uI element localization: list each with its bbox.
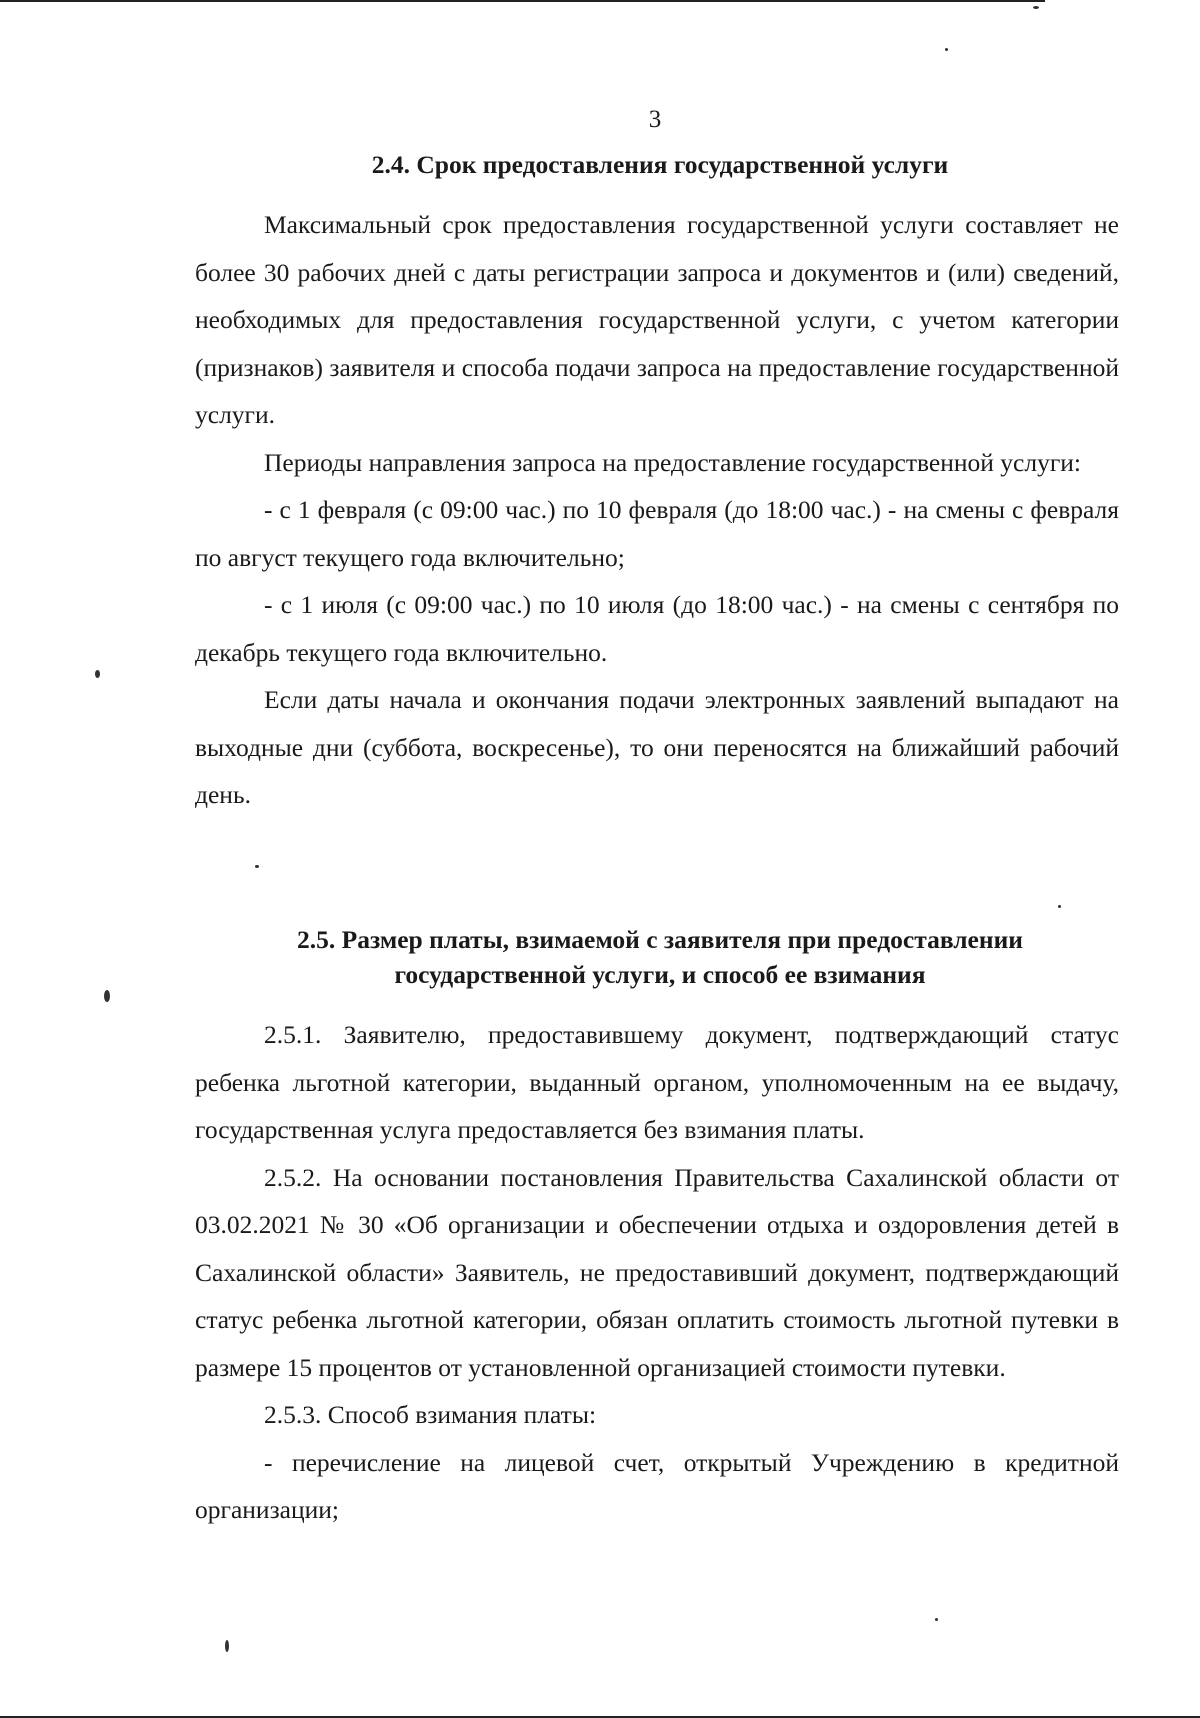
section-2-4-paragraph: - с 1 июля (с 09:00 час.) по 10 июля (до 18:00 час.) - на смены с сентября по декабрь текущего года включительно.: [195, 590, 1119, 667]
scan-speck: [95, 670, 100, 678]
scan-top-edge: [0, 0, 1045, 2]
section-2-4-paragraph: - с 1 февраля (с 09:00 час.) по 10 февраля (до 18:00 час.) - на смены с февраля по август текущего года включительно;: [195, 495, 1119, 572]
section-2-5-heading-line: 2.5. Размер платы, взимаемой с заявителя при предоставлении: [297, 925, 1023, 954]
section-2-5-body: [195, 1011, 1119, 1534]
section-2-5-paragraph: 2.5.1. Заявителю, предоставившему документ, подтверждающий статус ребенка льготной категории, выданный органом, уполномоченным на ее выдачу, государственная услуга предоставляется без взимания платы.: [195, 1020, 1119, 1144]
scan-speck: [255, 865, 259, 868]
scan-speck: [104, 990, 110, 1002]
section-2-5-heading-line: государственной услуги, и способ ее взимания: [394, 960, 926, 989]
section-2-5-paragraph: - перечисление на лицевой счет, открытый Учреждению в кредитной организации;: [195, 1447, 1119, 1524]
section-2-4-heading: 2.4. Срок предоставления государственной услуги: [371, 150, 949, 179]
page-number: 3: [648, 106, 662, 133]
section-2-5-heading: [195, 922, 1125, 992]
section-2-4-paragraph: Периоды направления запроса на предоставление государственной услуги:: [264, 447, 1082, 477]
scan-speck: [945, 48, 948, 51]
section-2-4-paragraph: Максимальный срок предоставления государственной услуги составляет не более 30 рабочих дней с даты регистрации запроса и документов и (или) сведений, необходимых для предоставления государственной услуги, с учетом категории (признаков) заявителя и способа подачи запроса на предоставление государственной услуги.: [195, 210, 1119, 429]
section-2-5-paragraph: 2.5.3. Способ взимания платы:: [264, 1400, 597, 1429]
scan-speck: [1033, 6, 1039, 9]
section-2-5-paragraph: 2.5.2. На основании постановления Правительства Сахалинской области от 03.02.2021 № 30 «Об организации и обеспечении отдыха и оздоровления детей в Сахалинской области» Заявитель, не предоставивший документ, подтверждающий статус ребенка льготной категории, обязан оплатить стоимость льготной путевки в размере 15 процентов от установленной организацией стоимости путевки.: [195, 1162, 1119, 1382]
section-2-4-body: [195, 201, 1119, 819]
scan-speck: [1058, 905, 1061, 908]
section-2-4-paragraph: Если даты начала и окончания подачи электронных заявлений выпадают на выходные дни (суббота, воскресенье), то они переносятся на ближайший рабочий день.: [195, 685, 1119, 809]
scan-speck: [225, 1640, 229, 1652]
scan-speck: [935, 1618, 938, 1621]
